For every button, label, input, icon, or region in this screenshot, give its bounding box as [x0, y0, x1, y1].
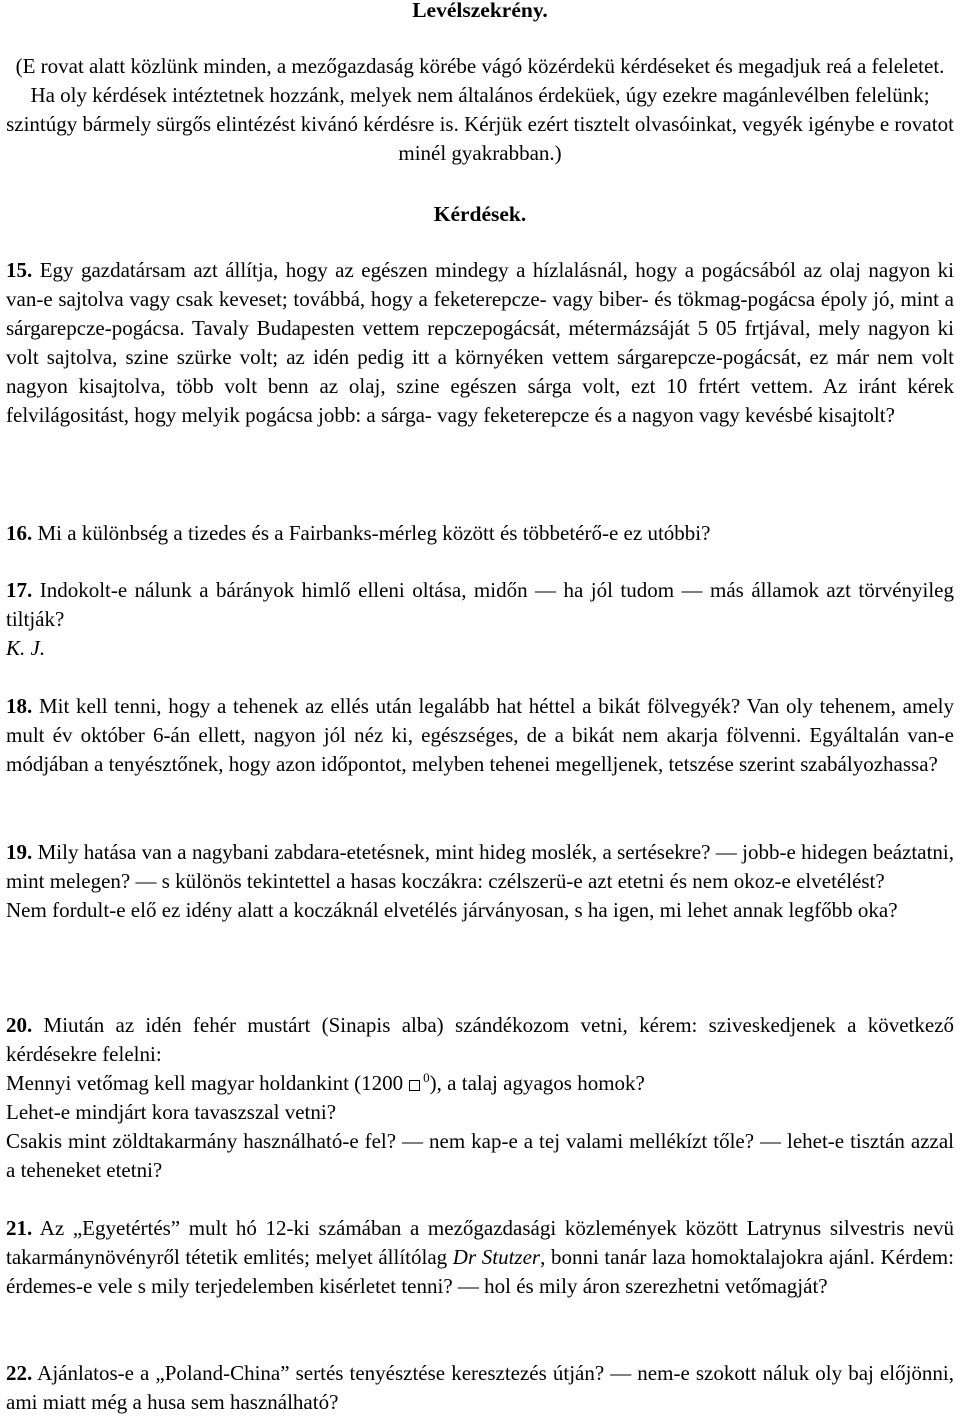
question-followup: Nem fordult-e elő ez idény alatt a koczáknál elvetélés járványosan, s ha igen, mi lehet annak legfőbb oka?	[6, 898, 898, 922]
question-22	[6, 1359, 954, 1417]
question-body: Mi a különbség a tizedes és a Fairbanks-mérleg között és többetérő-e ez utóbbi?	[37, 521, 711, 545]
question-body: Egy gazdatársam azt állítja, hogy az egészen mindegy a hízlalásnál, hogy a pogácsából az olaj nagyon ki van-e sajtolva vagy csak keveset; továbbá, hogy a feketerepcze- vagy biber- és tökmag-pogácsa époly jó, mint a sárgarepcze-pogácsa. Tavaly Budapesten vettem repczepogácsát, métermázsáját 5 05 frtjával, mely nagyon ki volt sajtolva, szine szürke volt; az idén pedig itt a környéken vettem sárgarepcze-pogácsát, ez már nem volt nagyon kisajtolva, több volt benn az olaj, szine egészen sárga volt, ezt 10 frtért vettem. Az iránt kérek felvilágositást, hogy melyik pogácsa jobb: a sárga- vagy feketerepcze és a nagyon vagy kevésbé kisajtolt?	[6, 258, 954, 427]
question-text	[6, 1214, 954, 1301]
question-number: 21.	[6, 1216, 33, 1240]
question-number: 15.	[6, 258, 33, 282]
intro-paragraph: (E rovat alatt közlünk minden, a mezőgazdaság körébe vágó közérdekü kérdéseket és megadjuk reá a feleletet. Ha oly kérdések intéztetnek hozzánk, melyek nem általános érdeküek, úgy ezekre magánlevélben felelünk; szintúgy bármely sürgős elintézést kivánó kérdésre is. Kérjük ezért tisztelt olvasóinkat, vegyék igénybe e rovatot minél gyakrabban.)	[6, 54, 954, 165]
question-text	[6, 838, 954, 896]
question-body: Mit kell tenni, hogy a tehenek az ellés után legalább hat héttel a bikát fölvegyék? Van oly tehenem, amely mult év október 6-án ellett, nagyon jól néz ki, egészséges, de a bikát nem akarja fölvenni. Egyáltalán van-e módjában a tenyésztőnek, hogy azon időpontot, melyben tehenei megelljenek, tetszése szerint szabályozhassa?	[6, 694, 954, 776]
question-body: Az „Egyetértés” mult hó 12-ki számában a mezőgazdasági közlemények között Latrynus silvestris nevü takarmánynövényről tétetik emlités; melyet állítólag	[6, 1216, 954, 1269]
question-body: Indokolt-e nálunk a bárányok himlő elleni oltása, midőn — ha jól tudom — más államok azt törvényileg tiltják?	[6, 578, 954, 631]
question-text	[6, 256, 954, 430]
question-number: 19.	[6, 840, 33, 864]
sub-question: Lehet-e mindjárt kora tavaszszal vetni?	[6, 1100, 337, 1124]
sub-question	[6, 1069, 954, 1098]
superscript: 0	[423, 1070, 430, 1085]
question-17	[6, 576, 954, 663]
signature: K. J.	[6, 636, 46, 660]
italic-name: Dr Stutzer	[452, 1245, 541, 1269]
question-text	[6, 1011, 954, 1069]
question-number: 22.	[6, 1361, 33, 1385]
question-21	[6, 1214, 954, 1301]
question-body: Miután az idén fehér mustárt (Sinapis alba) szándékozom vetni, kérem: sziveskedjenek a következő kérdésekre felelni:	[6, 1013, 955, 1066]
question-text	[6, 1359, 954, 1417]
square-unit-icon	[409, 1080, 420, 1091]
question-number: 17.	[6, 578, 33, 602]
question-body: Ajánlatos-e a „Poland-China” sertés tenyésztése keresztezés útján? — nem-e szokott náluk oly baj előjönni, ami miatt még a husa sem használható?	[6, 1361, 954, 1414]
section-heading: Kérdések.	[433, 202, 527, 226]
question-18	[6, 692, 954, 779]
question-16	[6, 519, 954, 548]
question-20	[6, 1011, 954, 1185]
question-15	[6, 256, 954, 430]
page-title: Levélszekrény.	[412, 0, 548, 22]
question-number: 20.	[6, 1013, 33, 1037]
question-number: 18.	[6, 694, 33, 718]
question-text	[6, 519, 954, 548]
sub-question: Csakis mint zöldtakarmány használható-e fel? — nem kap-e a tej valami mellékízt tőle? — lehet-e tisztán azzal a teheneket etetni?	[6, 1129, 954, 1182]
question-19	[6, 838, 954, 925]
question-body: , bonni tanár laza homoktalajokra ajánl. Kérdem: érdemes-e vele s mily terjedelemben kisérletet tenni? — hol és mily áron szerezhetni vetőmagját?	[6, 1245, 954, 1298]
question-text	[6, 692, 954, 779]
question-number: 16.	[6, 521, 33, 545]
question-body: Mily hatása van a nagybani zabdara-etetésnek, mint hideg moslék, a sertésekre? — jobb-e hidegen beáztatni, mint melegen? — s különös tekintettel a hasas koczákra: czélszerü-e azt etetni és nem okoz-e elvetélést?	[6, 840, 954, 893]
sub-question-text: ), a talaj agyagos homok?	[429, 1071, 645, 1095]
sub-question-text: Mennyi vetőmag kell magyar holdankint (1200	[6, 1071, 404, 1095]
question-text	[6, 576, 954, 634]
